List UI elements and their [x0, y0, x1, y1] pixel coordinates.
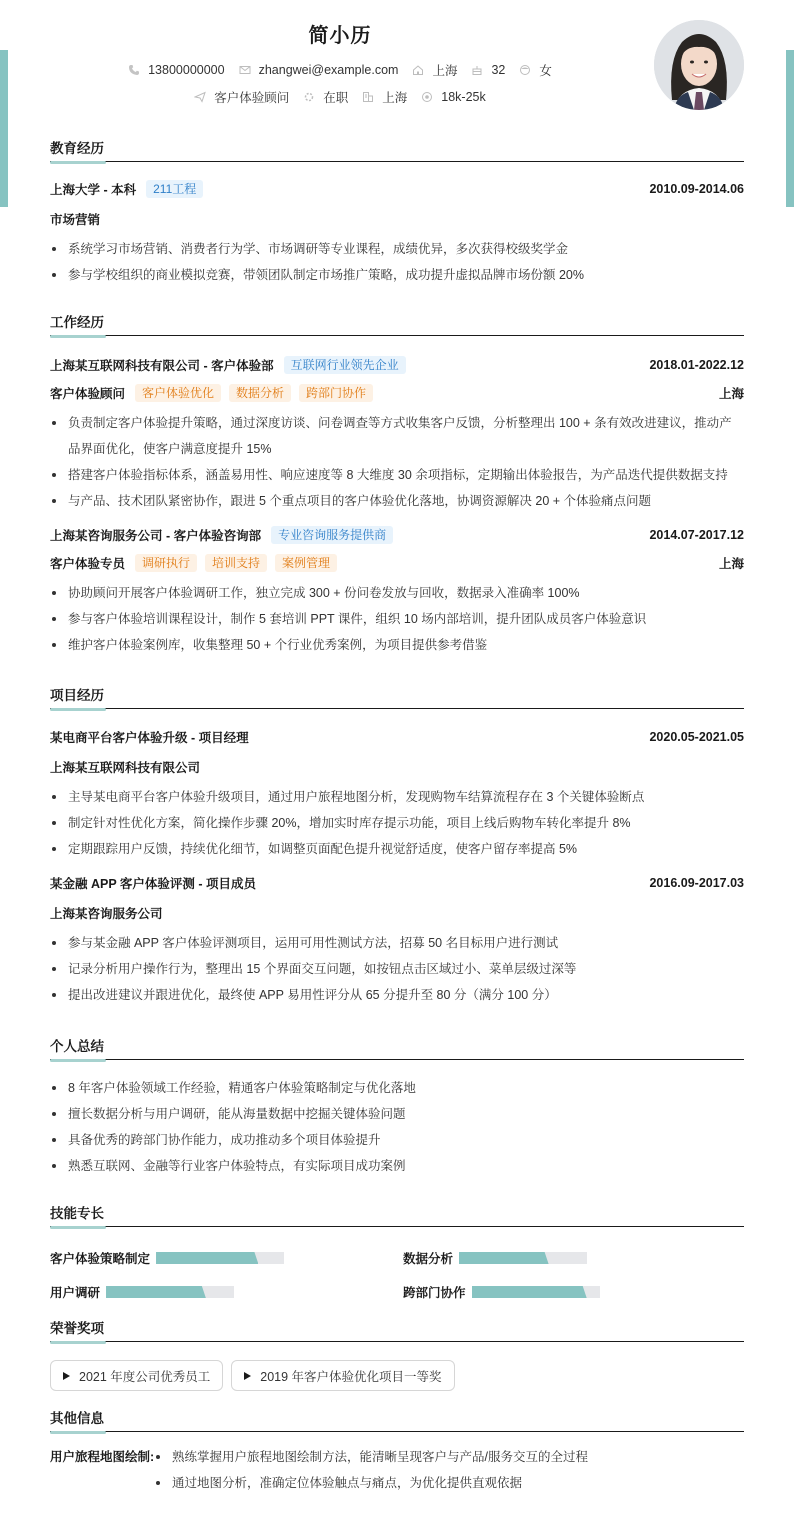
- section-title: 项目经历: [50, 687, 744, 709]
- section-title: 其他信息: [50, 1410, 744, 1432]
- list-item: 系统学习市场营销、消费者行为学、市场调研等专业课程，成绩优异，多次获得校级奖学金: [50, 236, 744, 262]
- project-org-row: [50, 900, 744, 926]
- list-item: 通过地图分析，准确定位体验触点与痛点，为优化提供直观依据: [154, 1470, 744, 1496]
- company-name: 上海某咨询服务公司 - 客户体验咨询部: [50, 529, 262, 543]
- section-accent: [50, 1431, 106, 1434]
- section-divider: [50, 161, 744, 162]
- section-accent: [50, 335, 106, 338]
- contact-job-intent: 客户体验顾问: [194, 88, 289, 106]
- contact-work-city: 上海: [362, 88, 407, 106]
- send-icon: [194, 91, 206, 103]
- award-item: 2021 年度公司优秀员工: [50, 1360, 223, 1391]
- education-major-row: [50, 206, 744, 232]
- section-title: 教育经历: [50, 140, 744, 162]
- list-item: 熟悉互联网、金融等行业客户体验特点，有实际项目成功案例: [50, 1153, 744, 1179]
- company-name: 上海某互联网科技有限公司 - 客户体验部: [50, 359, 274, 373]
- home-icon: [412, 64, 424, 76]
- other-bullets: [154, 1444, 744, 1496]
- section-title: 工作经历: [50, 314, 744, 336]
- project-date: 2016.09-2017.03: [649, 876, 744, 890]
- role-tag: 调研执行: [135, 554, 197, 572]
- job-role: 客户体验顾问: [50, 387, 126, 401]
- project-org-row: [50, 754, 744, 780]
- section-awards: [50, 1320, 744, 1391]
- list-item: 记录分析用户操作行为，整理出 15 个界面交互问题，如按钮点击区域过小、菜单层级过深等: [50, 956, 744, 982]
- project-name: 某金融 APP 客户体验评测 - 项目成员: [50, 877, 257, 891]
- job-role: 客户体验专员: [50, 557, 126, 571]
- awards-list: [50, 1360, 744, 1391]
- other-info-block: [50, 1444, 744, 1496]
- section-skills: [50, 1205, 744, 1311]
- section-divider: [50, 1059, 744, 1060]
- contact-city: 上海: [412, 61, 457, 79]
- contact-row-1: [0, 61, 680, 79]
- avatar: [654, 20, 744, 110]
- project-org: 上海某互联网科技有限公司: [50, 761, 201, 775]
- work-bullets: [50, 580, 744, 658]
- triangle-bullet-icon: [244, 1372, 251, 1380]
- contact-age: 32: [471, 63, 505, 77]
- list-item: 具备优秀的跨部门协作能力，成功推动多个项目体验提升: [50, 1127, 744, 1153]
- list-item: 参与学校组织的商业模拟竞赛，带领团队制定市场推广策略，成功提升虚拟品牌市场份额 20%: [50, 262, 744, 288]
- list-item: 搭建客户体验指标体系，涵盖易用性、响应速度等 8 大维度 30 余项指标，定期输出体验报告，为产品迭代提供数据支持: [50, 462, 744, 488]
- project-bullets: [50, 930, 744, 1008]
- work-bullets: [50, 410, 744, 514]
- section-divider: [50, 708, 744, 709]
- skill-progress-fill: [472, 1286, 587, 1298]
- skill-progress-fill: [156, 1252, 258, 1264]
- company-tag: 互联网行业领先企业: [284, 356, 406, 374]
- section-accent: [50, 161, 106, 164]
- work-role-row: [50, 550, 744, 576]
- skill-item: 客户体验策略制定: [50, 1250, 284, 1266]
- skill-progress-fill: [459, 1252, 549, 1264]
- role-tag: 客户体验优化: [135, 384, 221, 402]
- contact-salary: 18k-25k: [421, 90, 485, 104]
- triangle-bullet-icon: [63, 1372, 70, 1380]
- mail-icon: [239, 64, 251, 76]
- work-date: 2014.07-2017.12: [649, 528, 744, 542]
- work-date: 2018.01-2022.12: [649, 358, 744, 372]
- role-tag: 培训支持: [205, 554, 267, 572]
- list-item: 与产品、技术团队紧密协作，跟进 5 个重点项目的客户体验优化落地，协调资源解决 20 + 个体验痛点问题: [50, 488, 744, 514]
- contact-email: zhangwei@example.com: [239, 63, 399, 77]
- section-divider: [50, 1341, 744, 1342]
- resume-header: [0, 0, 794, 130]
- list-item: 制定针对性优化方案，简化操作步骤 20%，增加实时库存提示功能，项目上线后购物车转化率提升 8%: [50, 810, 744, 836]
- cake-icon: [471, 64, 483, 76]
- section-education: [50, 140, 744, 288]
- education-bullets: [50, 236, 744, 288]
- skill-progress-bar: [106, 1286, 234, 1298]
- project-bullets: [50, 784, 744, 862]
- contact-gender: 女: [519, 61, 552, 79]
- contact-row-2: [0, 88, 680, 106]
- section-title: 个人总结: [50, 1038, 744, 1060]
- section-work: [50, 314, 744, 658]
- role-tag: 案例管理: [275, 554, 337, 572]
- section-accent: [50, 1059, 106, 1062]
- list-item: 主导某电商平台客户体验升级项目，通过用户旅程地图分析，发现购物车结算流程存在 3 个关键体验断点: [50, 784, 744, 810]
- candidate-name: 简小历: [308, 25, 372, 47]
- section-title: 荣誉奖项: [50, 1320, 744, 1342]
- work-role-row: [50, 380, 744, 406]
- list-item: 熟练掌握用户旅程地图绘制方法，能清晰呈现客户与产品/服务交互的全过程: [154, 1444, 744, 1470]
- list-item: 负责制定客户体验提升策略，通过深度访谈、问卷调查等方式收集客户反馈，分析整理出 100 + 条有效改进建议，推动产品界面优化，使客户满意度提升 15%: [50, 410, 744, 462]
- salary-icon: [421, 91, 433, 103]
- contact-status: 在职: [303, 88, 348, 106]
- school-name: 上海大学 - 本科: [50, 183, 137, 197]
- skill-item: 跨部门协作: [403, 1284, 600, 1300]
- list-item: 提出改进建议并跟进优化，最终使 APP 易用性评分从 65 分提升至 80 分（满分 100 分）: [50, 982, 744, 1008]
- project-date: 2020.05-2021.05: [649, 730, 744, 744]
- skill-item: 用户调研: [50, 1284, 234, 1300]
- list-item: 定期跟踪用户反馈，持续优化细节，如调整页面配色提升视觉舒适度，使客户留存率提高 5%: [50, 836, 744, 862]
- role-tag: 跨部门协作: [299, 384, 373, 402]
- section-divider: [50, 1431, 744, 1432]
- phone-icon: [128, 64, 140, 76]
- list-item: 参与客户体验培训课程设计，制作 5 套培训 PPT 课件，组织 10 场内部培训，提升团队成员客户体验意识: [50, 606, 744, 632]
- role-tag: 数据分析: [229, 384, 291, 402]
- section-accent: [50, 1226, 106, 1229]
- skill-progress-bar: [472, 1286, 600, 1298]
- section-accent: [50, 1341, 106, 1344]
- section-summary: [50, 1038, 744, 1179]
- project-header-row: [50, 870, 744, 896]
- skill-progress-bar: [459, 1252, 587, 1264]
- school-tag: 211工程: [146, 180, 203, 198]
- project-org: 上海某咨询服务公司: [50, 907, 163, 921]
- work-location: 上海: [718, 557, 744, 571]
- skills-grid: [50, 1241, 744, 1311]
- contact-phone: 13800000000: [128, 63, 224, 77]
- skill-item: 数据分析: [403, 1250, 587, 1266]
- education-date: 2010.09-2014.06: [649, 182, 744, 196]
- work-location: 上海: [718, 387, 744, 401]
- list-item: 维护客户体验案例库，收集整理 50 + 个行业优秀案例，为项目提供参考借鉴: [50, 632, 744, 658]
- work-company-row: [50, 522, 744, 548]
- building-icon: [362, 91, 374, 103]
- skill-progress-fill: [106, 1286, 206, 1298]
- work-company-row: [50, 352, 744, 378]
- status-icon: [303, 91, 315, 103]
- award-item: 2019 年客户体验优化项目一等奖: [231, 1360, 454, 1391]
- section-other: [50, 1410, 744, 1496]
- list-item: 擅长数据分析与用户调研，能从海量数据中挖掘关键体验问题: [50, 1101, 744, 1127]
- summary-bullets: [50, 1075, 744, 1179]
- project-header-row: [50, 724, 744, 750]
- major: 市场营销: [50, 213, 101, 227]
- education-header-row: [50, 176, 744, 202]
- company-tag: 专业咨询服务提供商: [271, 526, 393, 544]
- section-projects: [50, 687, 744, 1008]
- section-divider: [50, 335, 744, 336]
- gender-icon: [519, 64, 531, 76]
- section-title: 技能专长: [50, 1205, 744, 1227]
- other-info-label: 用户旅程地图绘制:: [50, 1450, 155, 1464]
- list-item: 8 年客户体验领域工作经验，精通客户体验策略制定与优化落地: [50, 1075, 744, 1101]
- section-accent: [50, 708, 106, 711]
- section-divider: [50, 1226, 744, 1227]
- list-item: 协助顾问开展客户体验调研工作，独立完成 300 + 份问卷发放与回收，数据录入准确率 100%: [50, 580, 744, 606]
- list-item: 参与某金融 APP 客户体验评测项目，运用可用性测试方法，招募 50 名目标用户进行测试: [50, 930, 744, 956]
- skill-progress-bar: [156, 1252, 284, 1264]
- project-name: 某电商平台客户体验升级 - 项目经理: [50, 731, 249, 745]
